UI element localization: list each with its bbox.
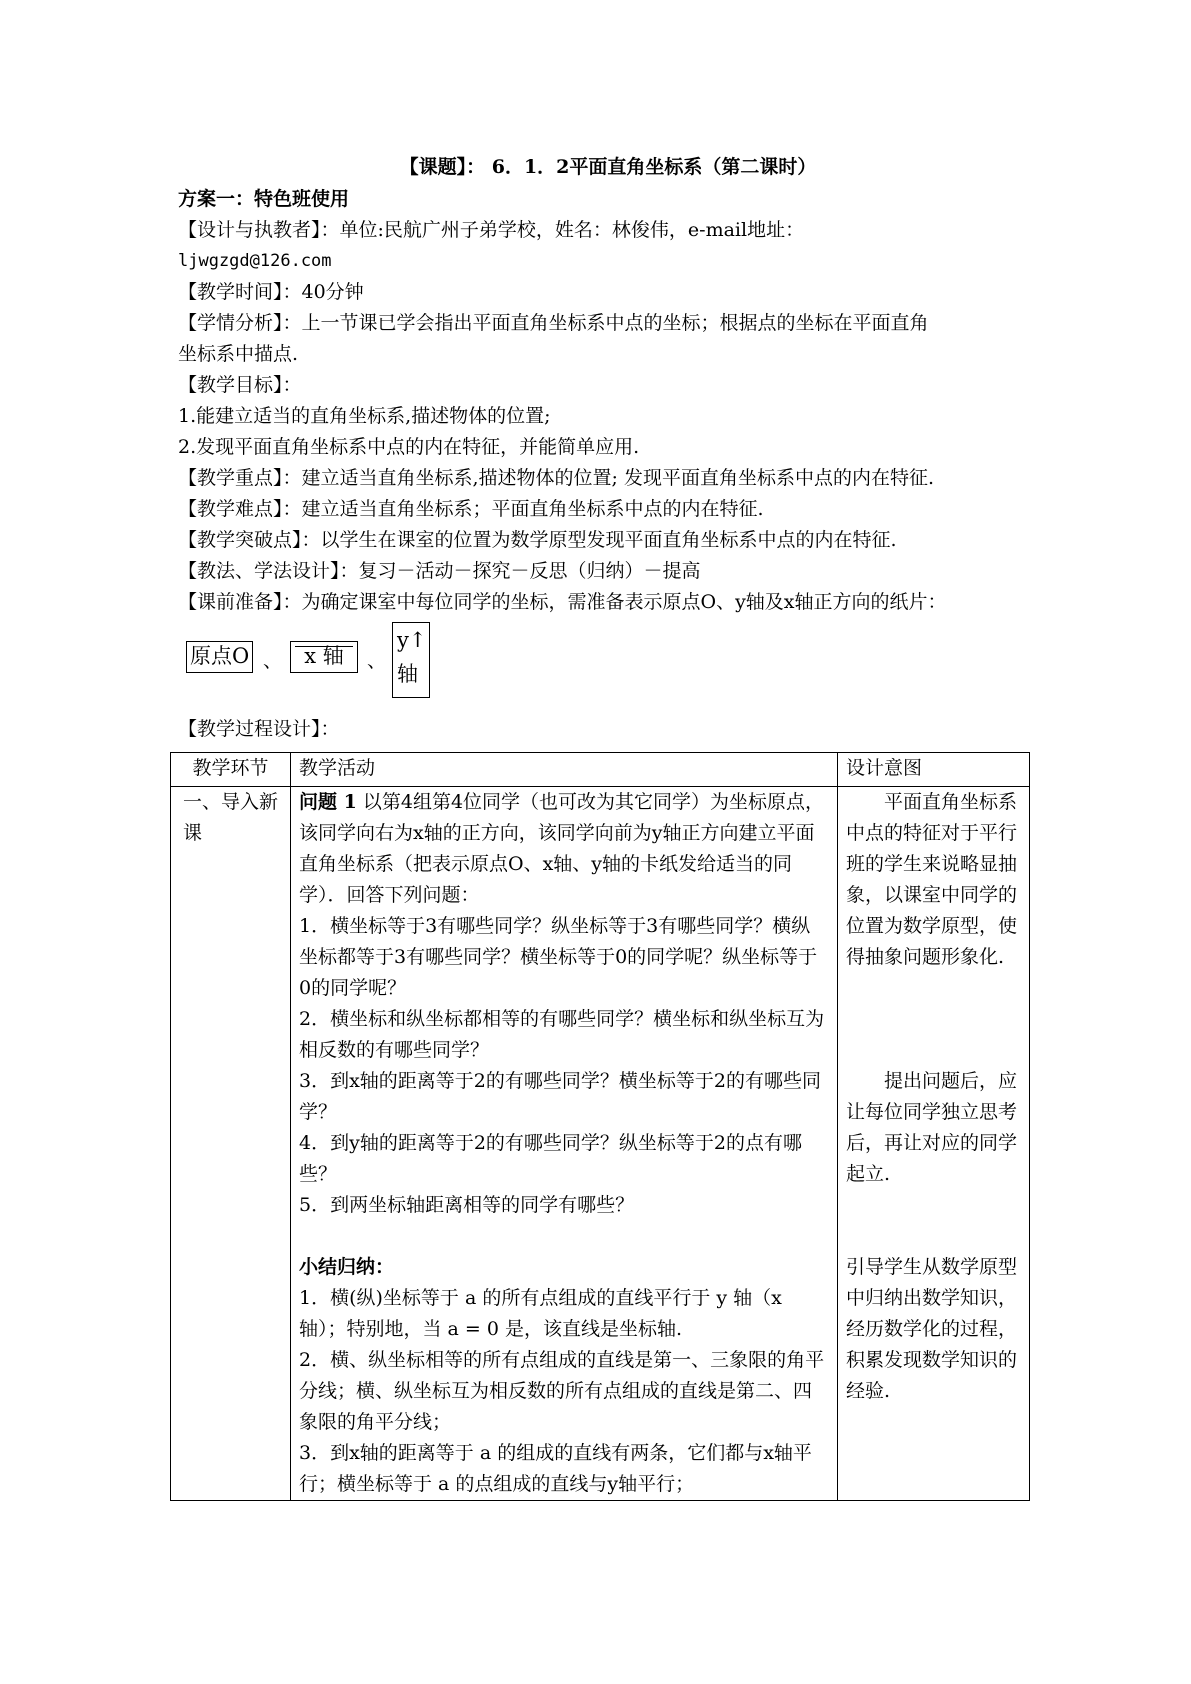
stage-label: 一、导入新课	[183, 791, 279, 844]
header-activity: 教学活动	[291, 753, 838, 787]
x-axis-card	[290, 641, 358, 673]
difficulties: 【教学难点】：建立适当直角坐标系；平面直角坐标系中点的内在特征.	[178, 498, 764, 520]
x-axis-card-label: x 轴	[304, 644, 344, 668]
lesson-process-table	[170, 752, 1030, 1501]
x-axis-arrow-bar	[295, 646, 353, 647]
spacer	[846, 973, 1021, 1066]
designer-info: 【设计与执教者】：单位:民航广州子弟学校，姓名：林俊伟，e-mail地址：	[178, 219, 805, 241]
goals-label: 【教学目标】：	[178, 374, 302, 396]
intent-cell	[838, 787, 1030, 1501]
intent-1: 平面直角坐标系中点的特征对于平行班的学生来说略显抽象，以课室中同学的位置为数学原型，使得抽象问题形象化.	[846, 791, 1018, 968]
document-body	[178, 152, 1038, 745]
process-label: 【教学过程设计】：	[178, 718, 340, 740]
goal-2: 2.发现平面直角坐标系中点的内在特征，并能简单应用.	[178, 436, 640, 458]
y-axis-card	[392, 622, 430, 698]
breakthrough: 【教学突破点】：以学生在课室的位置为数学原型发现平面直角坐标系中点的内在特征.	[178, 529, 897, 551]
spacer	[299, 1221, 829, 1252]
question-item: 5．到两坐标轴距离相等的同学有哪些？	[299, 1194, 635, 1216]
separator: 、	[367, 650, 387, 672]
methods: 【教法、学法设计】：复习－活动－探究－反思（归纳）－提高	[178, 560, 701, 582]
activity-cell	[291, 787, 838, 1501]
summary-item: 2．横、纵坐标相等的所有点组成的直线是第一、三象限的角平分线；横、纵坐标互为相反数的所有点组成的直线是第二、四象限的角平分线；	[299, 1349, 825, 1433]
y-axis-card-top: y↑	[397, 628, 427, 652]
y-axis-card-bottom: 轴	[397, 662, 418, 686]
question-item: 2．横坐标和纵坐标都相等的有哪些同学？横坐标和纵坐标互为相反数的有哪些同学？	[299, 1008, 825, 1061]
question-1	[299, 787, 829, 911]
question-item: 4．到y轴的距离等于2的有哪些同学？纵坐标等于2的点有哪些？	[299, 1132, 803, 1185]
plan-label: 方案一：特色班使用	[178, 188, 350, 210]
header-stage: 教学环节	[171, 753, 291, 787]
header-intent: 设计意图	[838, 753, 1030, 787]
lesson-title: 【课题】： 6．1．2平面直角坐标系（第二课时）	[399, 156, 817, 178]
summary-label: 小结归纳：	[299, 1256, 395, 1278]
teaching-time: 【教学时间】：40分钟	[178, 281, 364, 303]
key-points: 【教学重点】：建立适当直角坐标系,描述物体的位置; 发现平面直角坐标系中点的内在特征.	[178, 467, 935, 489]
analysis-line-2: 坐标系中描点.	[178, 343, 299, 365]
intent-2: 提出问题后，应让每位同学独立思考后，再让对应的同学起立.	[846, 1070, 1018, 1185]
origin-card: 原点O	[186, 641, 253, 673]
goal-1: 1.能建立适当的直角坐标系,描述物体的位置;	[178, 405, 551, 427]
separator: 、	[263, 650, 283, 672]
analysis-line-1: 【学情分析】：上一节课已学会指出平面直角坐标系中点的坐标；根据点的坐标在平面直角	[178, 312, 929, 334]
question-1-text: 以第4组第4位同学（也可改为其它同学）为坐标原点，该同学向右为x轴的正方向，该同学向前为y轴正方向建立平面直角坐标系（把表示原点O、x轴、y轴的卡纸发给适当的同学）．回答下列问题：	[299, 791, 825, 906]
spacer	[846, 1190, 1021, 1252]
question-item: 1．横坐标等于3有哪些同学？纵坐标等于3有哪些同学？横纵坐标都等于3有哪些同学？横坐标等于0的同学呢？纵坐标等于0的同学呢？	[299, 915, 818, 999]
question-1-label: 问题 1	[299, 791, 357, 813]
stage-cell	[171, 787, 291, 1501]
paper-cards	[178, 624, 1038, 704]
intent-3: 引导学生从数学原型中归纳出数学知识，经历数学化的过程，积累发现数学知识的经验.	[846, 1256, 1018, 1402]
summary-item: 1．横(纵)坐标等于 a 的所有点组成的直线平行于 y 轴（x轴）；特别地，当 a = 0 是，该直线是坐标轴.	[299, 1287, 782, 1340]
preparation: 【课前准备】：为确定课室中每位同学的坐标，需准备表示原点O、y轴及x轴正方向的纸片：	[178, 591, 947, 613]
summary-item: 3．到x轴的距离等于 a 的组成的直线有两条，它们都与x轴平行；横坐标等于 a 的点组成的直线与y轴平行；	[299, 1442, 812, 1495]
designer-email: ljwgzgd@126.com	[178, 251, 332, 271]
question-item: 3．到x轴的距离等于2的有哪些同学？横坐标等于2的有哪些同学？	[299, 1070, 821, 1123]
table-row	[171, 787, 1030, 1501]
table-header-row	[171, 753, 1030, 787]
